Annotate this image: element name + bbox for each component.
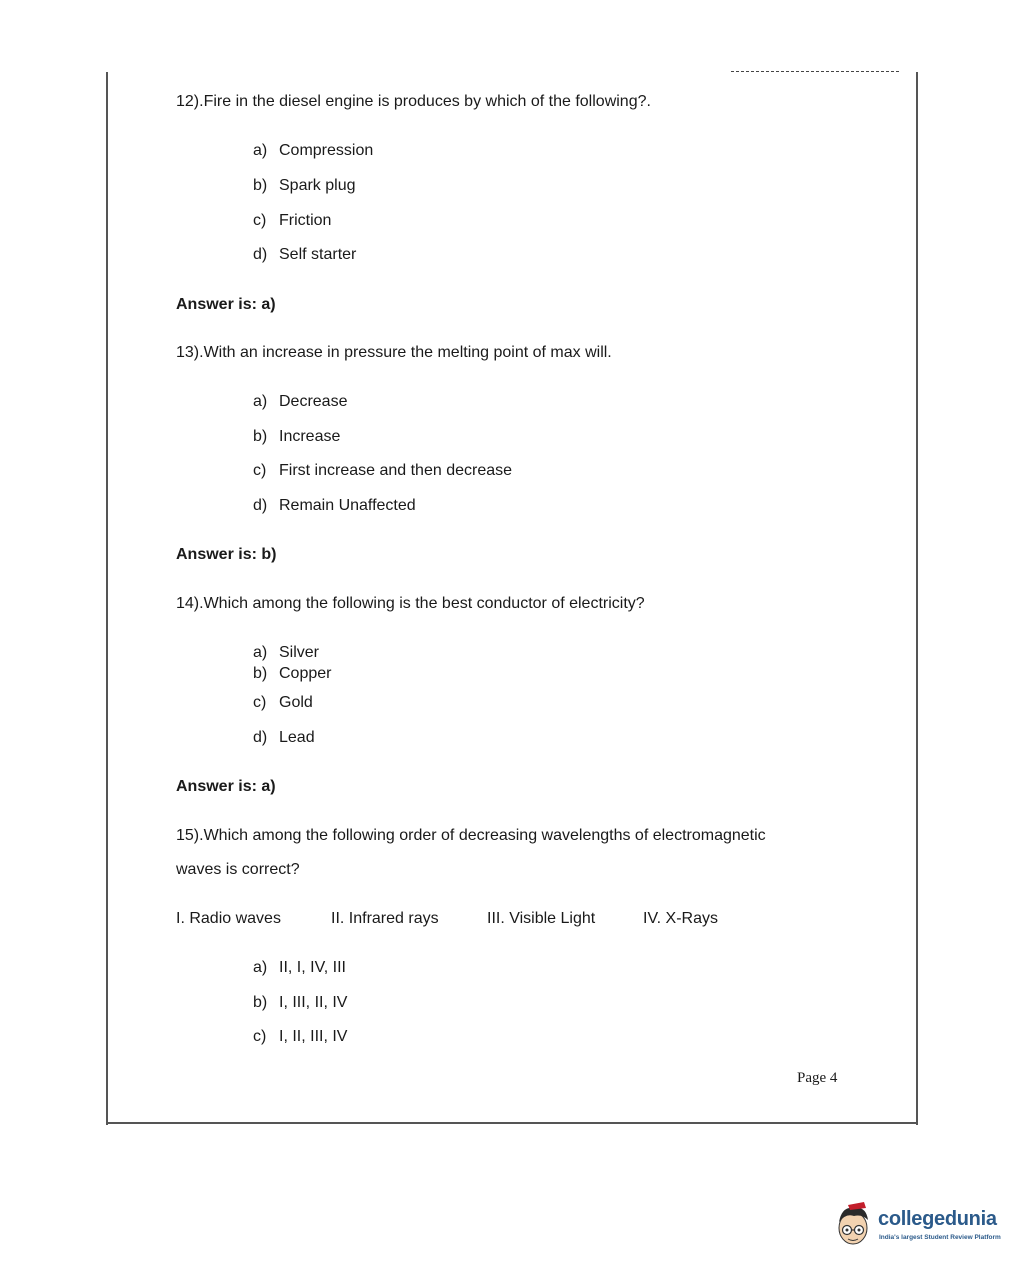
option-text: Silver — [279, 644, 320, 661]
option — [253, 177, 356, 195]
dashed-rule — [731, 71, 899, 72]
option-text: Copper — [279, 665, 332, 682]
option-text: First increase and then decrease — [279, 462, 513, 479]
page-border-left — [106, 72, 108, 1125]
option — [253, 497, 416, 515]
option-text: Gold — [279, 694, 313, 711]
option-text: Increase — [279, 428, 341, 445]
option-letter: d) — [253, 246, 268, 263]
option — [253, 994, 347, 1012]
option-text: Remain Unaffected — [279, 497, 416, 514]
roman-item: III. Visible Light — [487, 910, 596, 927]
option-letter: b) — [253, 177, 268, 194]
option-text: Spark plug — [279, 177, 356, 194]
option-letter: b) — [253, 428, 268, 445]
option — [253, 665, 331, 683]
option-letter: c) — [253, 462, 267, 479]
option-letter: a) — [253, 393, 268, 410]
option-letter: b) — [253, 665, 268, 682]
page-border-bottom — [106, 1122, 918, 1124]
option-text: Self starter — [279, 246, 357, 263]
question-12-text: 12).Fire in the diesel engine is produces by which of the following?. — [176, 93, 651, 110]
page-number: Page 4 — [797, 1070, 838, 1086]
option-letter: d) — [253, 497, 268, 514]
option — [253, 1028, 347, 1046]
option-letter: d) — [253, 729, 268, 746]
brand-tagline: India's largest Student Review Platform — [879, 1234, 1001, 1241]
roman-item: IV. X-Rays — [643, 910, 718, 927]
option-text: Decrease — [279, 393, 348, 410]
option — [253, 142, 373, 160]
option-letter: c) — [253, 212, 267, 229]
option — [253, 729, 315, 747]
question-15-text-line2: waves is correct? — [176, 861, 300, 878]
answer-14: Answer is: a) — [176, 778, 276, 795]
option-letter: a) — [253, 142, 268, 159]
option-text: Friction — [279, 212, 332, 229]
option — [253, 246, 356, 264]
option-letter: b) — [253, 994, 268, 1011]
answer-13: Answer is: b) — [176, 546, 277, 563]
option — [253, 959, 346, 977]
option-letter: a) — [253, 644, 268, 661]
mascot-icon — [834, 1200, 874, 1250]
option-letter: c) — [253, 694, 267, 711]
question-14-text: 14).Which among the following is the best conductor of electricity? — [176, 595, 645, 612]
option — [253, 428, 340, 446]
page-border-right — [916, 72, 918, 1125]
option — [253, 462, 512, 480]
answer-12: Answer is: a) — [176, 296, 276, 313]
option — [253, 212, 331, 230]
brand-name: collegedunia — [878, 1208, 997, 1230]
option — [253, 644, 319, 662]
roman-item: I. Radio waves — [176, 910, 281, 927]
option-letter: c) — [253, 1028, 267, 1045]
question-13-text: 13).With an increase in pressure the melting point of max will. — [176, 344, 612, 361]
option-text: I, III, II, IV — [279, 994, 348, 1011]
option-text: Compression — [279, 142, 374, 159]
option-letter: a) — [253, 959, 268, 976]
roman-item: II. Infrared rays — [331, 910, 439, 927]
option — [253, 393, 347, 411]
option — [253, 694, 313, 712]
question-15-text-line1: 15).Which among the following order of decreasing wavelengths of electromagnetic — [176, 827, 766, 844]
option-text: Lead — [279, 729, 315, 746]
option-text: II, I, IV, III — [279, 959, 346, 976]
option-text: I, II, III, IV — [279, 1028, 348, 1045]
